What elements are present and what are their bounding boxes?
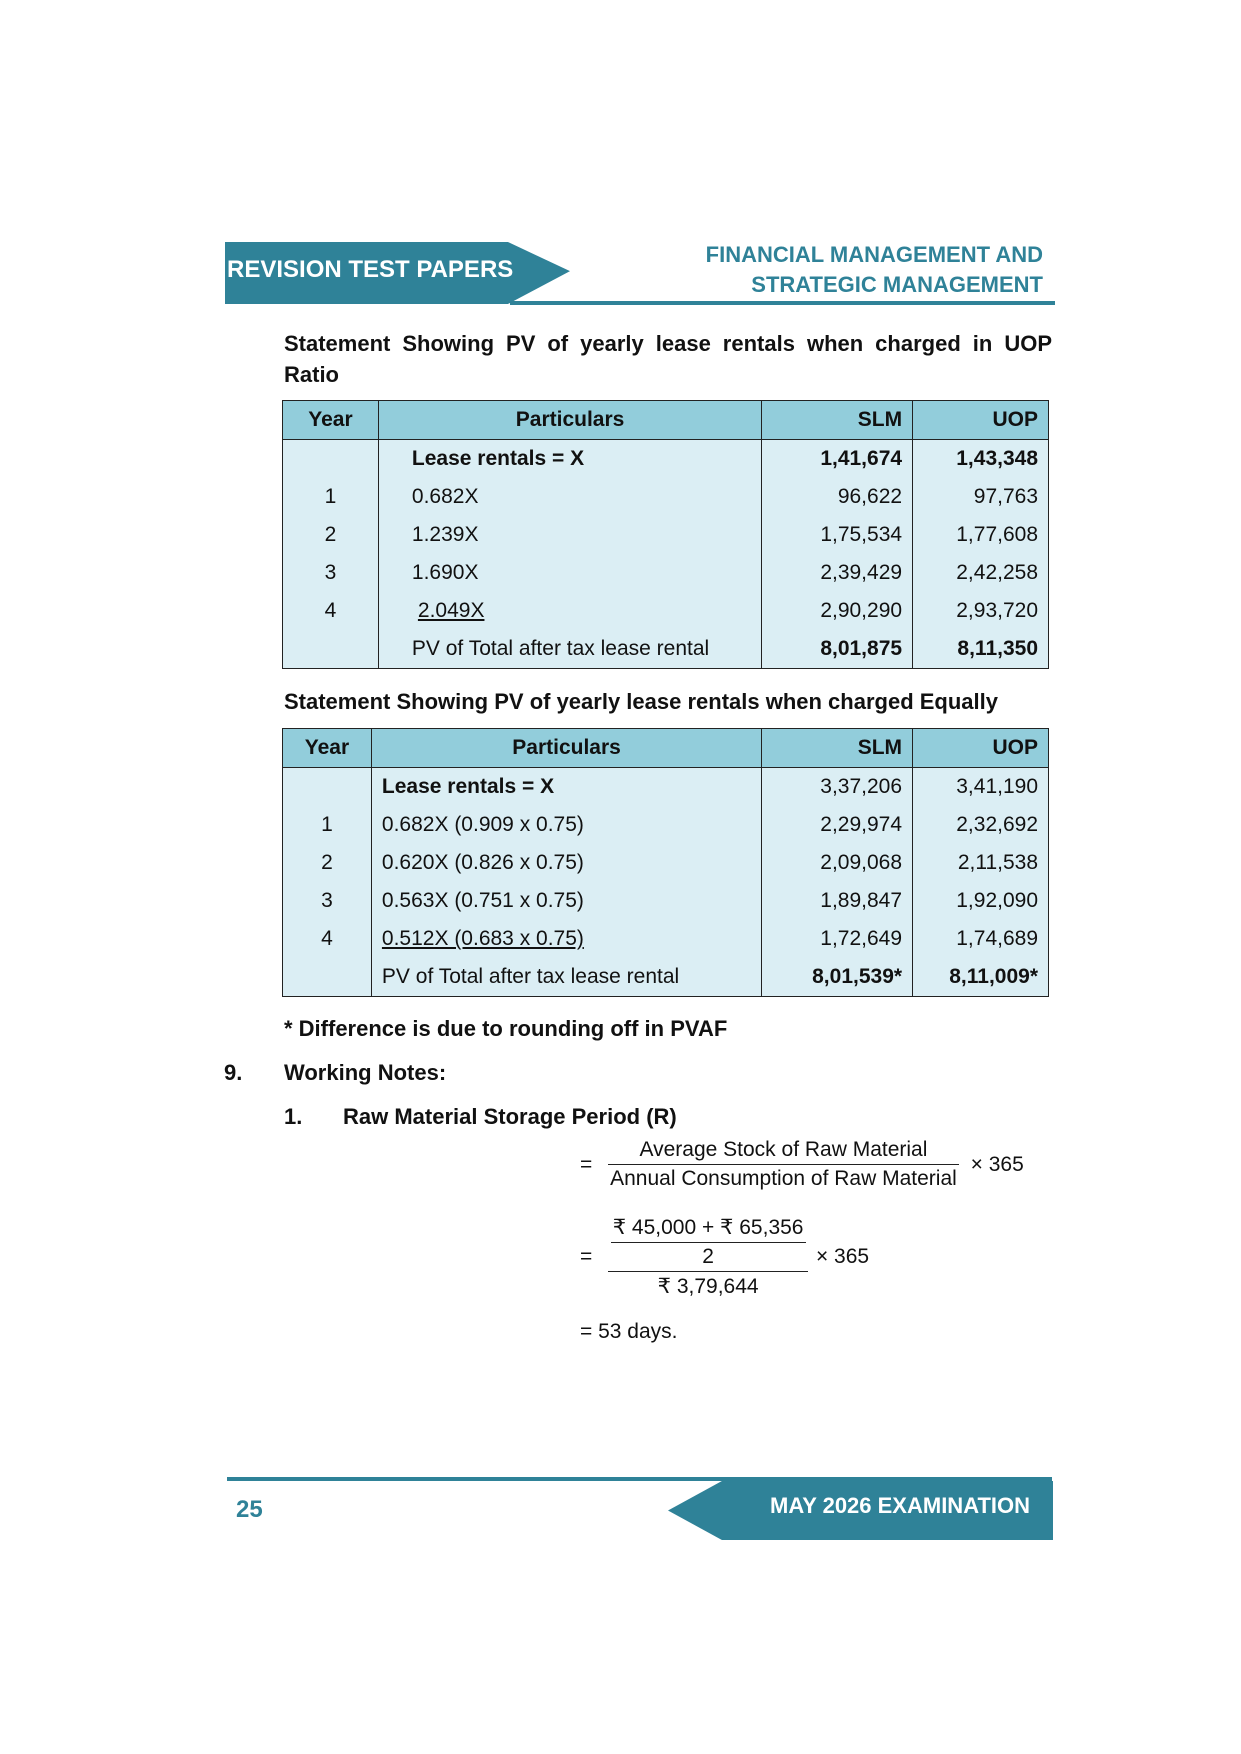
inner-numerator: ₹ 45,000 + ₹ 65,356 xyxy=(612,1216,804,1239)
table-row: 3 0.563X (0.751 x 0.75) 1,89,847 1,92,090 xyxy=(283,882,1049,920)
page-number: 25 xyxy=(236,1496,263,1523)
header-right-title xyxy=(706,240,1043,300)
col-year: Year xyxy=(283,729,372,768)
table-row: 3 1.690X 2,39,429 2,42,258 xyxy=(283,554,1049,592)
fraction xyxy=(608,1215,808,1299)
table-row: 2 0.620X (0.826 x 0.75) 2,09,068 2,11,538 xyxy=(283,844,1049,882)
table-equal xyxy=(282,728,1049,997)
table-row: 4 2.049X 2,90,290 2,93,720 xyxy=(283,592,1049,630)
table-uop-ratio xyxy=(282,400,1049,669)
subsection-title: Raw Material Storage Period (R) xyxy=(343,1104,677,1129)
inner-denominator: 2 xyxy=(611,1242,806,1269)
table-total-row: PV of Total after tax lease rental 8,01,539* 8,11,009* xyxy=(283,958,1049,997)
col-year: Year xyxy=(283,401,379,440)
multiplier: × 365 xyxy=(970,1152,1024,1176)
table1-heading: Statement Showing PV of yearly lease rentals when charged in UOP Ratio xyxy=(284,331,1052,387)
fraction-numerator: Average Stock of Raw Material xyxy=(639,1138,928,1161)
formula-ratio xyxy=(580,1138,1024,1191)
table-header-row xyxy=(283,729,1049,768)
rounding-note: * Difference is due to rounding off in PVAF xyxy=(284,1016,728,1041)
col-particulars: Particulars xyxy=(378,401,761,440)
table-row: 1 0.682X (0.909 x 0.75) 2,29,974 2,32,692 xyxy=(283,806,1049,844)
header-left-title: REVISION TEST PAPERS xyxy=(227,256,514,283)
equals-sign: = xyxy=(580,1245,593,1268)
formula-values xyxy=(580,1215,869,1299)
table-row: Lease rentals = X 3,37,206 3,41,190 xyxy=(283,768,1049,807)
header-right-line1: FINANCIAL MANAGEMENT AND xyxy=(705,242,1043,267)
col-slm: SLM xyxy=(762,401,913,440)
section-number: 9. xyxy=(224,1060,243,1085)
table-row: Lease rentals = X 1,41,674 1,43,348 xyxy=(283,440,1049,479)
footer-rule xyxy=(227,1477,1052,1481)
footer-exam: MAY 2026 EXAMINATION xyxy=(770,1493,1031,1518)
col-uop: UOP xyxy=(913,401,1049,440)
section-title: Working Notes: xyxy=(284,1060,447,1085)
formula-result: = 53 days. xyxy=(580,1320,678,1343)
header-rule xyxy=(510,301,1055,305)
table2-heading: Statement Showing PV of yearly lease rentals when charged Equally xyxy=(284,689,999,714)
fraction-denominator: ₹ 3,79,644 xyxy=(608,1271,808,1299)
fraction-denominator: Annual Consumption of Raw Material xyxy=(608,1164,959,1191)
subsection-number: 1. xyxy=(284,1104,303,1129)
table-row: 1 0.682X 96,622 97,763 xyxy=(283,478,1049,516)
fraction xyxy=(608,1138,959,1191)
table-row: 4 0.512X (0.683 x 0.75) 1,72,649 1,74,689 xyxy=(283,920,1049,958)
table-row: 2 1.239X 1,75,534 1,77,608 xyxy=(283,516,1049,554)
inner-fraction xyxy=(611,1215,806,1269)
col-uop: UOP xyxy=(913,729,1049,768)
header-right-line2: STRATEGIC MANAGEMENT xyxy=(751,272,1043,297)
col-slm: SLM xyxy=(762,729,913,768)
col-particulars: Particulars xyxy=(371,729,761,768)
table-total-row: PV of Total after tax lease rental 8,01,875 8,11,350 xyxy=(283,630,1049,669)
multiplier: × 365 xyxy=(815,1245,870,1268)
equals-sign: = xyxy=(580,1152,593,1176)
table-header-row xyxy=(283,401,1049,440)
